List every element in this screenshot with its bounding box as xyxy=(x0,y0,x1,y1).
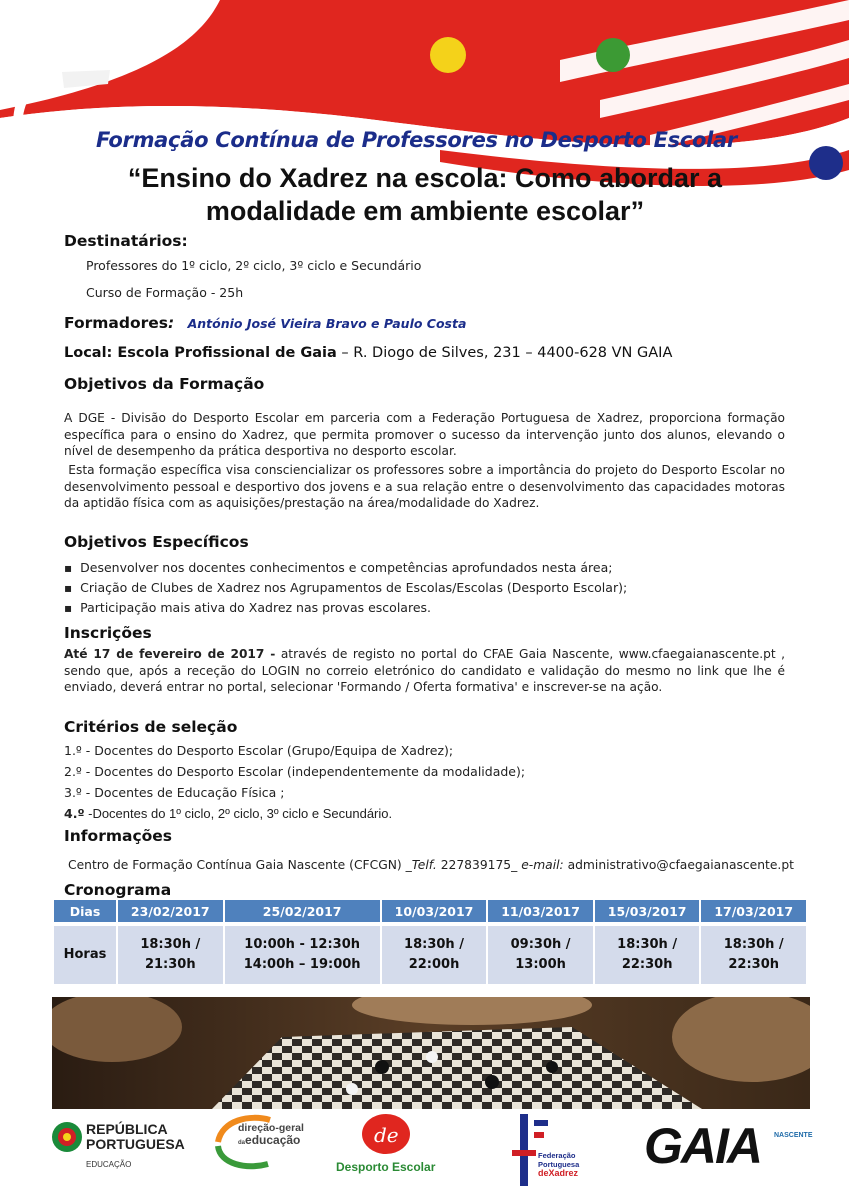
dge-line-2a: da xyxy=(238,1140,246,1146)
informacoes-contact xyxy=(68,858,794,872)
row-header-dias: Dias xyxy=(54,900,116,922)
centro-name: Centro de Formação Contínua Gaia Nascente (CFCGN) _ xyxy=(68,858,412,872)
hours-cell xyxy=(488,922,593,984)
course-title xyxy=(60,162,790,228)
objetivos-heading: Objetivos da Formação xyxy=(64,375,265,393)
fpx-line-2: Portuguesa xyxy=(538,1159,580,1169)
hours-cell xyxy=(701,922,806,984)
hours-end: 22:00h xyxy=(408,957,460,972)
list-item: ▪ Criação de Clubes de Xadrez nos Agrupamentos de Escolas/Escolas (Desporto Escolar); xyxy=(64,578,627,598)
title-line-1: “Ensino do Xadrez na escola: Como abordar a xyxy=(127,163,723,193)
portugal-coat-icon xyxy=(50,1120,84,1154)
local-line xyxy=(64,345,672,361)
hours-end: 14:00h – 19:00h xyxy=(243,957,361,972)
hours-end: 13:00h xyxy=(515,957,566,972)
destinatarios-heading: Destinatários: xyxy=(64,232,188,250)
formadores-colon: : xyxy=(168,314,175,332)
gaia-nascente-label: NASCENTE xyxy=(774,1132,813,1139)
date-cell: 23/02/2017 xyxy=(118,900,223,922)
list-item: 1.º - Docentes do Desporto Escolar (Grupo/Equipa de Xadrez); xyxy=(64,743,454,758)
local-address: – R. Diogo de Silves, 231 – 4400-628 VN GAIA xyxy=(336,345,673,361)
list-item: 3.º - Docentes de Educação Física ; xyxy=(64,785,285,800)
formadores-label: Formadores xyxy=(64,314,168,332)
objetivos-paragraph-2: Esta formação específica visa consciencializar os professores sobre a importância do projeto do Desporto Escolar no desenvolvimento pessoal e desportivo dos jovens e a sua relação entre o desenvolvimento das capacidades motoras da aptidão física com as aquisições/prestação na área/modalidade do Xadrez. xyxy=(64,463,789,510)
inscricoes-heading: Inscrições xyxy=(64,624,152,642)
fpx-logo xyxy=(538,1152,579,1178)
especificos-heading: Objetivos Específicos xyxy=(64,533,249,551)
hours-start: 10:00h - 12:30h xyxy=(244,937,360,952)
cronograma-heading: Cronograma xyxy=(64,881,172,899)
criterios-heading: Critérios de seleção xyxy=(64,718,238,736)
course-subtitle: Formação Contínua de Professores no Desporto Escolar xyxy=(96,128,737,152)
title-line-2: modalidade em ambiente escolar” xyxy=(205,196,645,226)
hours-end: 21:30h xyxy=(144,957,196,972)
hours-cell xyxy=(382,922,487,984)
hours-end: 22:30h xyxy=(728,957,780,972)
hours-end: 22:30h xyxy=(621,957,673,972)
informacoes-heading: Informações xyxy=(64,827,173,845)
telf-label: Telf. xyxy=(411,858,437,872)
table-row xyxy=(54,922,806,984)
desporto-escolar-label: Desporto Escolar xyxy=(336,1160,436,1174)
desporto-escolar-icon xyxy=(360,1112,412,1156)
inscricoes-deadline: Até 17 de fevereiro de 2017 - xyxy=(64,647,276,661)
criterio-4-text: -Docentes do 1º ciclo, 2º ciclo, 3º ciclo e Secundário. xyxy=(84,806,393,821)
date-cell: 15/03/2017 xyxy=(595,900,700,922)
email-label: e-mail: xyxy=(521,858,564,872)
formadores-names: António José Vieira Bravo e Paulo Costa xyxy=(187,316,467,331)
list-item: ▪ Participação mais ativa do Xadrez nas provas escolares. xyxy=(64,598,627,618)
inscricoes-text: através de registo no portal do CFAE Gaia Nascente, www.cfaegaianascente.pt , sendo que, após a receção do LOGIN no correio eletrónico do candidato e validação do mesmo no link que lhe é enviado, deverá entrar no portal, selecionar 'Formando / Oferta formativa' e inscrever-se na ação. xyxy=(64,647,785,694)
fpx-line-1: Federação xyxy=(538,1151,576,1160)
chess-photo xyxy=(52,997,810,1109)
date-cell: 10/03/2017 xyxy=(382,900,487,922)
hours-start: 18:30h / xyxy=(140,937,201,952)
destinatarios-line-2: Curso de Formação - 25h xyxy=(86,285,244,300)
dge-line-2b: educação xyxy=(245,1133,301,1147)
table-row xyxy=(54,900,806,922)
dge-line-1: direção-geral xyxy=(238,1122,304,1134)
hours-start: 18:30h / xyxy=(404,937,464,952)
svg-text:de: de xyxy=(374,1123,399,1147)
email-address: administrativo@cfaegaianascente.pt xyxy=(563,858,794,872)
hours-start: 09:30h / xyxy=(510,937,571,952)
date-cell: 11/03/2017 xyxy=(488,900,593,922)
local-label: Local: Escola Profissional de Gaia xyxy=(64,345,337,361)
especificos-list xyxy=(64,558,627,618)
criterio-4-num: 4.º xyxy=(64,806,85,821)
republica-logo xyxy=(86,1122,185,1152)
date-cell: 17/03/2017 xyxy=(701,900,806,922)
gaia-logo: GAIA xyxy=(644,1118,761,1174)
criterios-list xyxy=(64,740,525,824)
hours-cell xyxy=(595,922,700,984)
republica-line-2: PORTUGUESA xyxy=(86,1136,185,1152)
objetivos-paragraph-1: A DGE - Divisão do Desporto Escolar em parceria com a Federação Portuguesa de Xadrez, proporciona formação específica para o ensino do Xadrez, que permita promover o sucesso da intervenção junto dos alunos, elevando o nível de desempenho da prática desportiva no desporto escolar. xyxy=(64,411,785,458)
hours-cell xyxy=(225,922,380,984)
republica-line-1: REPÚBLICA xyxy=(86,1121,168,1137)
hours-start: 18:30h / xyxy=(617,937,678,952)
cronograma-table xyxy=(52,900,808,984)
fpx-line-3: deXadrez xyxy=(538,1168,579,1178)
formadores-line xyxy=(64,314,466,332)
educacao-label: EDUCAÇÃO xyxy=(86,1160,132,1169)
fpx-emblem-icon xyxy=(512,1110,556,1190)
telf-number: 227839175_ xyxy=(436,858,522,872)
list-item: ▪ Desenvolver nos docentes conhecimentos e competências aprofundados nesta área; xyxy=(64,558,627,578)
dge-logo xyxy=(238,1122,304,1149)
inscricoes-paragraph xyxy=(64,646,785,696)
hours-cell xyxy=(118,922,223,984)
destinatarios-line-1: Professores do 1º ciclo, 2º ciclo, 3º ciclo e Secundário xyxy=(86,258,422,273)
hours-start: 18:30h / xyxy=(723,937,784,952)
list-item xyxy=(64,803,525,824)
date-cell: 25/02/2017 xyxy=(225,900,380,922)
row-label-horas: Horas xyxy=(54,922,116,984)
list-item: 2.º - Docentes do Desporto Escolar (independentemente da modalidade); xyxy=(64,764,526,779)
partner-logos xyxy=(0,1108,849,1200)
